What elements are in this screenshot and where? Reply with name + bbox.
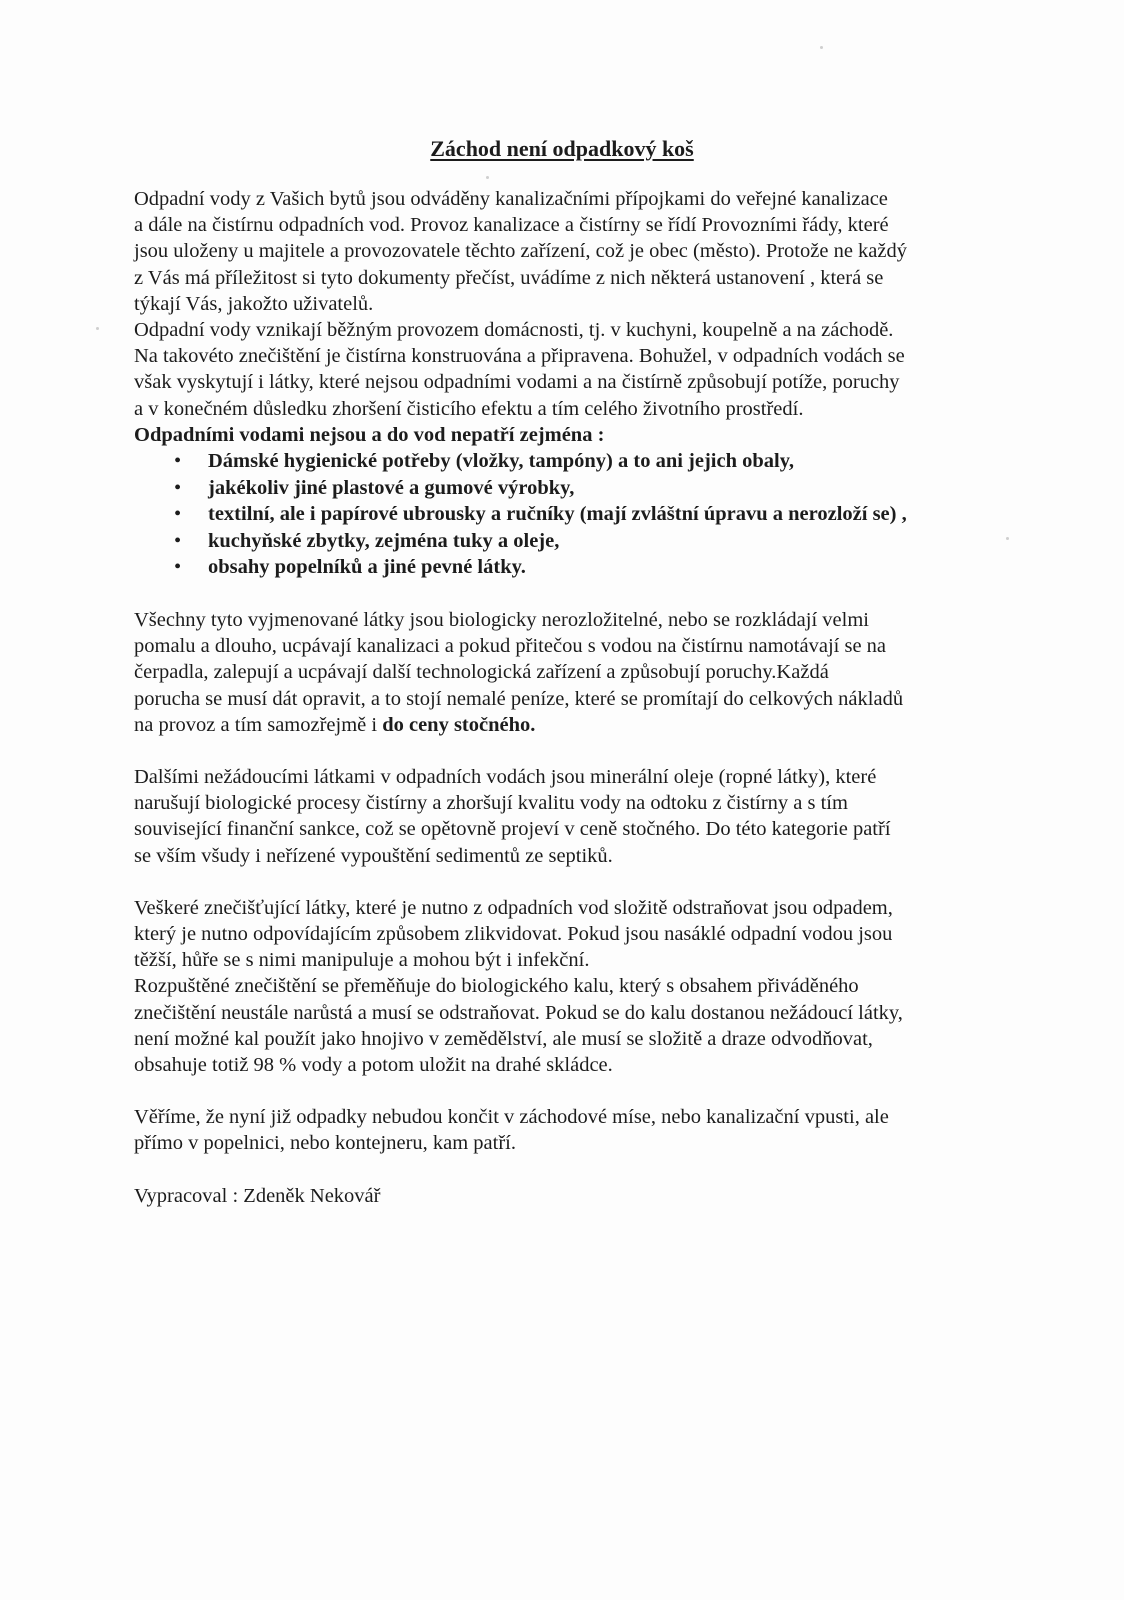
emphasis-text: do ceny stočného.: [382, 713, 536, 736]
paragraph-gap: [134, 581, 1014, 607]
text-line: pomalu a dlouho, ucpávají kanalizaci a pokud přitečou s vodou na čistírnu namotávají se na: [134, 635, 887, 658]
list-item-text: textilní, ale i papírové ubrousky a ručníky (mají zvláštní úpravu a nerozloží se) ,: [208, 503, 907, 526]
text-line: znečištění neustále narůstá a musí se odstraňovat. Pokud se do kalu dostanou nežádoucí látky,: [134, 1001, 903, 1024]
text-line: porucha se musí dát opravit, a to stojí nemalé peníze, které se promítají do celkových nákladů: [134, 687, 904, 710]
list-item-text: obsahy popelníků a jiné pevné látky.: [208, 556, 526, 579]
text-line: týkají Vás, jakožto uživatelů.: [134, 292, 374, 315]
signature: Vypracoval : Zdeněk Nekovář: [134, 1184, 381, 1207]
text-line: Na takovéto znečištění je čistírna konstruována a připravena. Bohužel, v odpadních vodách se: [134, 345, 905, 368]
list-item-text: kuchyňské zbytky, zejména tuky a oleje,: [208, 529, 560, 552]
paragraph-gap: [134, 869, 1014, 895]
prohibited-items-list: [134, 448, 1014, 581]
bullet-icon: •: [174, 450, 182, 473]
text-line: který je nutno odpovídajícím způsobem zlikvidovat. Pokud jsou nasáklé odpadní vodou jsou: [134, 923, 893, 946]
paragraph-gap: [134, 738, 1014, 764]
list-heading: Odpadními vodami nejsou a do vod nepatří zejména :: [134, 423, 605, 446]
text-line: Všechny tyto vyjmenované látky jsou biologicky nerozložitelné, nebo se rozkládají velmi: [134, 609, 869, 631]
intro-paragraph: [134, 186, 1014, 422]
document-body: [134, 186, 1014, 1209]
paragraph-2: [134, 607, 1014, 738]
paragraph-5: [134, 1104, 1014, 1156]
text-line: těžší, hůře se s nimi manipuluje a mohou být i infekční.: [134, 949, 590, 972]
text-line: čerpadla, zalepují a ucpávají další technologická zařízení a způsobují poruchy.Každá: [134, 661, 829, 684]
list-item: [134, 501, 1014, 528]
paragraph-gap: [134, 1078, 1014, 1104]
bullet-icon: •: [174, 529, 182, 552]
text-line: Dalšími nežádoucími látkami v odpadních vodách jsou minerální oleje (ropné látky), které: [134, 766, 877, 789]
list-item: [134, 554, 1014, 581]
text-line: jsou uloženy u majitele a provozovatele těchto zařízení, což je obec (město). Protože ne každý: [134, 240, 907, 263]
text-line: a v konečném důsledku zhoršení čisticího efektu a tím celého životního prostředí.: [134, 397, 804, 420]
scan-speck: [96, 327, 99, 330]
list-item: [134, 528, 1014, 555]
list-item-text: jakékoliv jiné plastové a gumové výrobky,: [208, 476, 575, 499]
text-line: obsahuje totiž 98 % vody a potom uložit na drahé skládce.: [134, 1054, 613, 1077]
document-title: Záchod není odpadkový koš: [430, 136, 694, 161]
text-line: Veškeré znečišťující látky, které je nutno z odpadních vod složitě odstraňovat jsou odpadem,: [134, 896, 893, 919]
text-line: není možné kal použít jako hnojivo v zemědělství, ale musí se složitě a draze odvodňovat,: [134, 1027, 873, 1050]
paragraph-4: [134, 895, 1014, 1078]
text-run: na provoz a tím samozřejmě i: [134, 713, 383, 736]
text-line: narušují biologické procesy čistírny a zhoršují kvalitu vody na odtoku z čistírny a s tím: [134, 792, 848, 815]
text-line: z Vás má příležitost si tyto dokumenty přečíst, uvádíme z nich některá ustanovení , která se: [134, 266, 884, 289]
text-line: související finanční sankce, což se opětovně projeví v ceně stočného. Do této kategorie patří: [134, 818, 891, 841]
text-line: však vyskytují i látky, které nejsou odpadními vodami a na čistírně způsobují potíže, poruchy: [134, 371, 900, 394]
list-item-text: Dámské hygienické potřeby (vložky, tampóny) a to ani jejich obaly,: [208, 450, 794, 473]
list-item: [134, 448, 1014, 475]
bullet-icon: •: [174, 556, 182, 579]
list-item: [134, 475, 1014, 502]
text-line: Odpadní vody vznikají běžným provozem domácnosti, tj. v kuchyni, koupelně a na záchodě.: [134, 319, 894, 342]
text-line: se vším všudy i neřízené vypouštění sedimentů ze septiků.: [134, 844, 613, 867]
text-line: Věříme, že nyní již odpadky nebudou končit v záchodové míse, nebo kanalizační vpusti, ale: [134, 1106, 889, 1129]
text-line: přímo v popelnici, nebo kontejneru, kam patří.: [134, 1132, 517, 1155]
scan-speck: [820, 46, 823, 49]
paragraph-3: [134, 764, 1014, 869]
text-line: a dále na čistírnu odpadních vod. Provoz kanalizace a čistírny se řídí Provozními řády, které: [134, 214, 889, 237]
text-line: [134, 712, 1014, 738]
bullet-icon: •: [174, 476, 182, 499]
bullet-icon: •: [174, 503, 182, 526]
scan-speck: [486, 176, 489, 179]
text-line: Odpadní vody z Vašich bytů jsou odváděny kanalizačními přípojkami do veřejné kanalizace: [134, 188, 888, 210]
text-line: Rozpuštěné znečištění se přeměňuje do biologického kalu, který s obsahem přiváděného: [134, 975, 859, 998]
